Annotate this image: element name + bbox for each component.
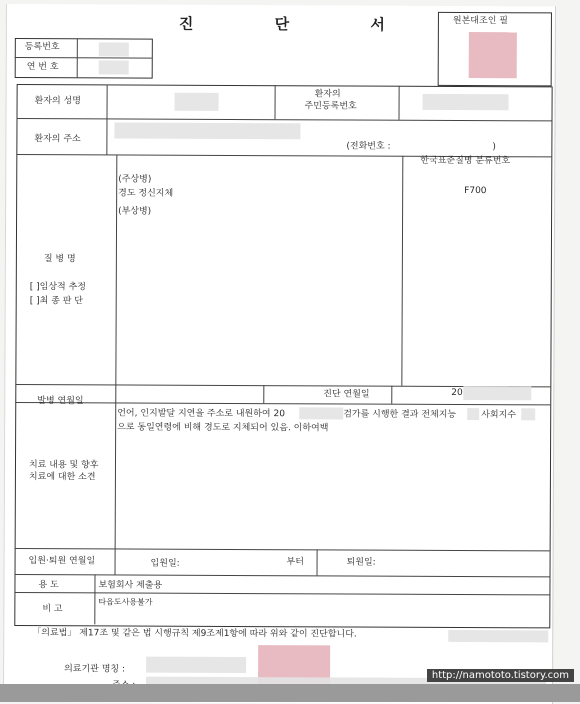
treatment-text-2: 으로 동일연령에 비해 경도로 지체되어 있음. 이하여백 — [117, 422, 329, 434]
remarks-label: 비 고 — [42, 604, 63, 615]
kcd-code: F700 — [464, 186, 487, 197]
usage-label: 용 도 — [38, 580, 59, 591]
treatment-text-1a: 언어, 인지발달 지연을 주소로 내원하여 20 — [117, 408, 285, 420]
institution-label: 의료기관 명칭 : — [64, 664, 126, 675]
diagnosis-date-redacted — [463, 386, 531, 400]
treatment-label-1: 치료 내용 및 향후 — [28, 460, 99, 471]
serial-number-label: 연 번 호 — [26, 62, 59, 73]
footer-right-redacted — [448, 630, 548, 642]
admission-in-label: 입원일: — [150, 558, 180, 569]
registration-number-label: 등록번호 — [24, 42, 60, 53]
clinical-estimate-option: [ ]임상적 추정 — [29, 282, 87, 293]
patient-rrn-label-1: 환자의 — [314, 89, 341, 100]
sub-disease-label: (부상병) — [118, 206, 152, 217]
treatment-date-redacted — [299, 407, 343, 419]
stamp-redacted — [469, 32, 517, 78]
admission-out-label: 퇴원일: — [346, 557, 376, 568]
patient-name-redacted — [175, 93, 219, 111]
legal-statement: 「의료법」 제17조 및 같은 법 시행규칙 제9조제1항에 따라 위와 같이 진단합니다. — [32, 628, 357, 640]
scan-edge-strip — [0, 684, 580, 702]
treatment-sq-redacted — [521, 408, 535, 420]
main-disease-label: (주상병) — [118, 174, 152, 185]
phone-close: ) — [492, 142, 496, 153]
watermark: http://namototo.tistory.com — [427, 669, 574, 682]
treatment-text-1c: 사회지수 — [481, 410, 517, 421]
patient-rrn-label-2: 주민등록번호 — [304, 101, 357, 112]
diagnosis-certificate — [3, 4, 556, 704]
original-match-label: 원본대조인 필 — [452, 15, 508, 27]
kcd-header: 한국표준질병 분류번호 — [420, 155, 511, 167]
admission-from-label: 부터 — [286, 557, 304, 568]
phone-label: (전화번호 : — [346, 141, 391, 152]
patient-address-redacted — [114, 122, 300, 139]
onset-date-label: 발병 연월일 — [37, 396, 84, 407]
admission-label: 입원·퇴원 연월일 — [28, 556, 96, 567]
patient-rrn-redacted — [423, 94, 509, 110]
treatment-text-1b: 검가를 시행한 결과 전체지능 — [343, 409, 457, 420]
serial-number-redacted — [99, 60, 129, 74]
patient-address-label: 환자의 주소 — [34, 134, 81, 145]
treatment-label-2: 치료에 대한 소견 — [28, 472, 96, 483]
diagnosis-date-value: 20 — [451, 387, 463, 398]
main-disease-value: 경도 정신지체 — [118, 188, 174, 199]
patient-name-label: 환자의 성명 — [34, 96, 81, 107]
disease-section-label: 질 병 명 — [43, 254, 76, 265]
institution-name-redacted — [146, 657, 246, 673]
usage-value: 보험회사 제출용 — [98, 580, 163, 591]
treatment-iq-redacted — [467, 408, 479, 420]
final-judgment-option: [ ]최 종 판 단 — [29, 296, 83, 307]
remarks-value: 타읍도사용불가 — [98, 597, 153, 607]
document-title: 진 단 서 — [178, 14, 423, 34]
diagnosis-date-label: 진단 연월일 — [323, 389, 370, 400]
registration-number-redacted — [99, 42, 129, 56]
